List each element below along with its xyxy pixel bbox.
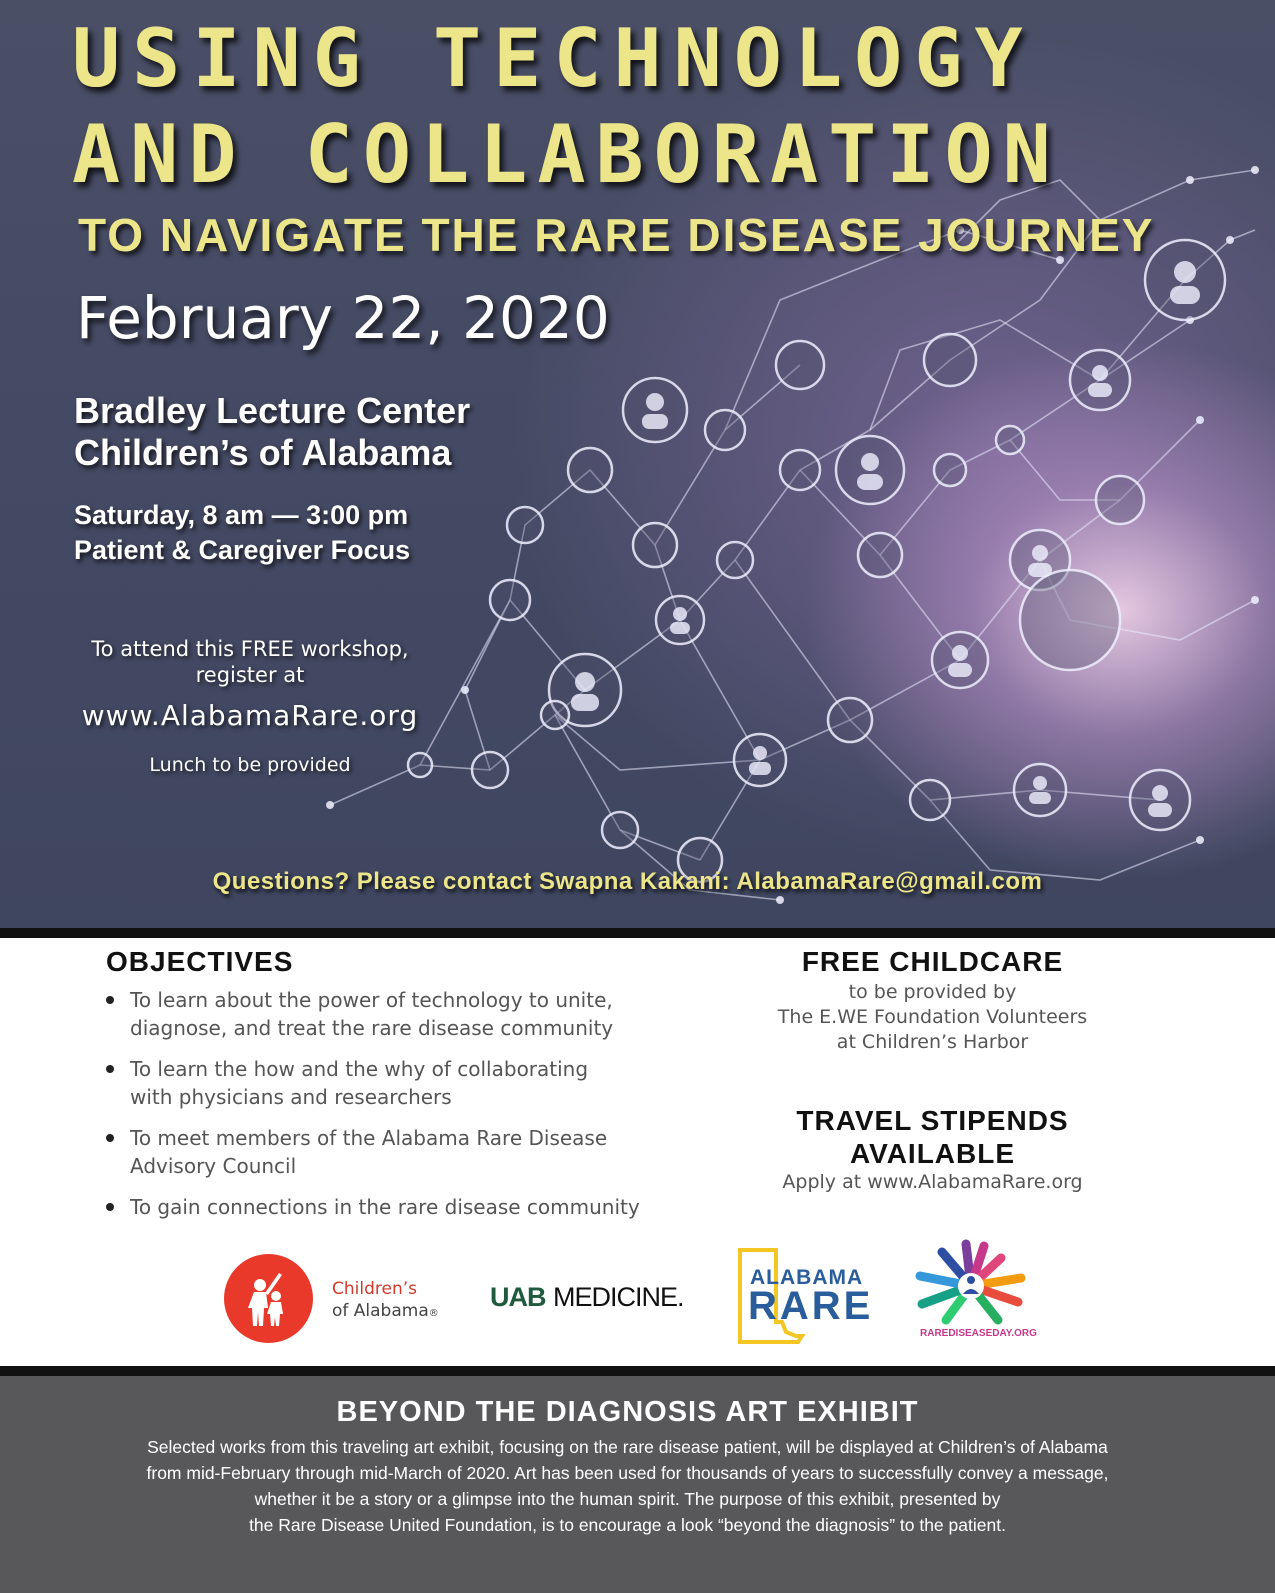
alabama-rare-line-1: ALABAMA xyxy=(750,1266,864,1289)
hands-icon xyxy=(906,1236,1036,1328)
register-text-2: register at xyxy=(195,663,305,687)
exhibit-line: whether it be a story or a glimpse into the human spirit. The purpose of this exhibit, presented by xyxy=(254,1489,1001,1509)
event-time: Saturday, 8 am — 3:00 pm xyxy=(74,500,409,530)
coa-line-2: of Alabama xyxy=(332,1301,429,1321)
exhibit-line: Selected works from this traveling art exhibit, focusing on the rare disease patient, will be displayed at Children’s of Alabama xyxy=(147,1437,1108,1457)
objective-text: To learn the how and the why of collaborating xyxy=(130,1057,589,1081)
register-text: To attend this FREE workshop, xyxy=(91,637,409,661)
list-item xyxy=(104,986,704,1042)
uab-medicine-text: MEDICINE. xyxy=(553,1282,684,1312)
objectives-heading: OBJECTIVES xyxy=(106,946,294,977)
coa-circle-icon xyxy=(224,1254,313,1343)
uab-mark: UAB xyxy=(490,1282,546,1312)
venue-name: Bradley Lecture Center xyxy=(74,390,471,431)
event-date: February 22, 2020 xyxy=(76,284,610,352)
childcare-details xyxy=(730,980,1135,1055)
exhibit-line: from mid-February through mid-March of 2020. Art has been used for thousands of years to successfully convey a message, xyxy=(146,1463,1109,1483)
title-line-1: USING TECHNOLOGY xyxy=(72,12,1035,105)
exhibit-line: the Rare Disease United Foundation, is to encourage a look “beyond the diagnosis” to the patient. xyxy=(249,1515,1006,1535)
children-figures-icon xyxy=(224,1254,313,1343)
coa-wordmark xyxy=(332,1278,439,1325)
coa-line-1: Children’s xyxy=(332,1279,417,1299)
objective-text: with physicians and researchers xyxy=(130,1085,452,1109)
contact-line: Questions? Please contact Swapna Kakani: AlabamaRare@gmail.com xyxy=(212,868,1043,895)
bullet-icon xyxy=(106,996,114,1004)
childcare-line: The E.WE Foundation Volunteers xyxy=(777,1006,1088,1028)
exhibit-title: BEYOND THE DIAGNOSIS ART EXHIBIT xyxy=(336,1396,919,1428)
objective-text: To learn about the power of technology to unite, xyxy=(130,988,613,1012)
childcare-line: at Children’s Harbor xyxy=(836,1031,1029,1053)
coa-registered-mark: ® xyxy=(428,1308,439,1319)
childcare-heading: FREE CHILDCARE xyxy=(801,946,1064,977)
rare-disease-day-logo xyxy=(906,1236,1036,1346)
objective-text: To meet members of the Alabama Rare Disease xyxy=(130,1126,608,1150)
subtitle: TO NAVIGATE THE RARE DISEASE JOURNEY xyxy=(78,209,1155,261)
uab-medicine-logo xyxy=(490,1282,684,1313)
bullet-icon xyxy=(106,1203,114,1211)
divider xyxy=(0,1366,1275,1376)
list-item xyxy=(104,1193,704,1221)
exhibit-description xyxy=(40,1434,1215,1538)
rare-disease-day-url: RAREDISEASEDAY.ORG xyxy=(920,1328,1037,1339)
details-section xyxy=(0,938,1275,1368)
objectives-list xyxy=(104,986,704,1234)
exhibit-section xyxy=(0,1376,1275,1593)
event-focus: Patient & Caregiver Focus xyxy=(74,535,411,565)
list-item xyxy=(104,1055,704,1111)
childrens-of-alabama-logo xyxy=(224,1254,464,1344)
travel-heading xyxy=(730,1104,1135,1170)
objective-text: diagnose, and treat the rare disease community xyxy=(130,1016,614,1040)
travel-heading-line: TRAVEL STIPENDS xyxy=(796,1105,1069,1136)
title-line-2: AND COLLABORATION xyxy=(72,108,1061,201)
childcare-line: to be provided by xyxy=(848,981,1017,1003)
list-item xyxy=(104,1124,704,1180)
alabama-rare-line-2: RARE xyxy=(748,1284,874,1328)
travel-heading-line: AVAILABLE xyxy=(849,1138,1016,1169)
travel-details: Apply at www.AlabamaRare.org xyxy=(782,1171,1083,1193)
register-link[interactable]: www.AlabamaRare.org xyxy=(81,699,419,732)
divider xyxy=(0,928,1275,938)
lunch-note: Lunch to be provided xyxy=(149,754,351,776)
alabama-rare-logo xyxy=(736,1246,874,1346)
venue-location: Children’s of Alabama xyxy=(74,432,452,473)
objective-text: To gain connections in the rare disease community xyxy=(130,1195,640,1219)
objective-text: Advisory Council xyxy=(130,1154,297,1178)
bullet-icon xyxy=(106,1134,114,1142)
bullet-icon xyxy=(106,1065,114,1073)
